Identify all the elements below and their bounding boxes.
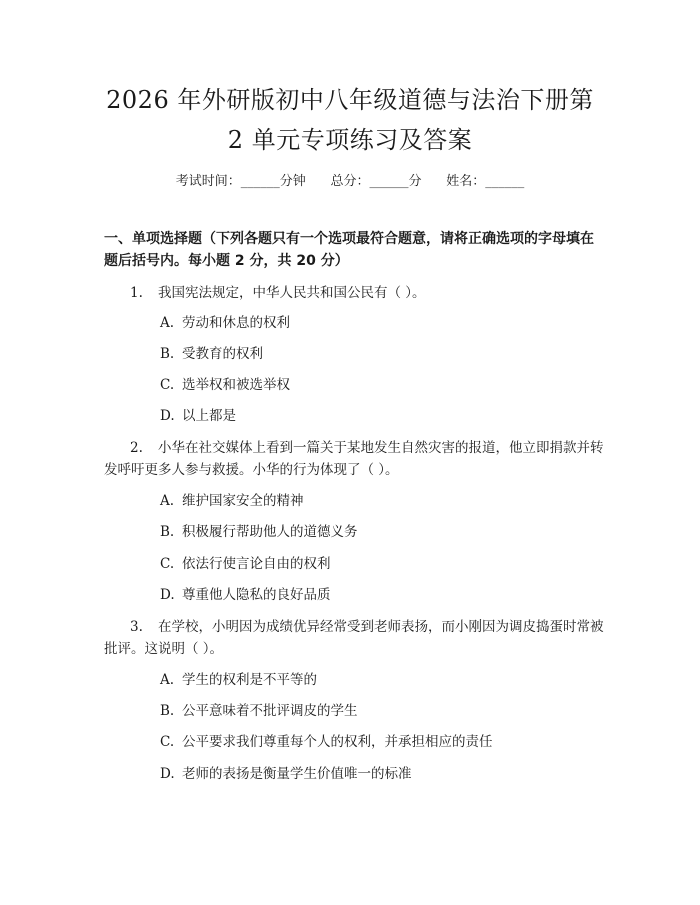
question-stem bbox=[104, 282, 604, 304]
document-title-line-2: 2 单元专项练习及答案 bbox=[227, 126, 473, 154]
option-text: 学生的权利是不平等的 bbox=[182, 672, 317, 688]
option-text: 以上都是 bbox=[182, 408, 236, 424]
question-option bbox=[160, 584, 600, 606]
option-text: 积极履行帮助他人的道德义务 bbox=[182, 524, 358, 540]
question-text: 在学校，小明因为成绩优异经常受到老师表扬，而小刚因为调皮捣蛋时常被批评。这说明（ ）。 bbox=[104, 619, 604, 657]
option-letter: C. bbox=[160, 377, 175, 393]
question-option bbox=[160, 374, 600, 396]
question-number: 3. bbox=[130, 619, 143, 635]
section-heading: 一、单项选择题（下列各题只有一个选项最符合题意，请将正确选项的字母填在题后括号内。每小题 2 分，共 20 分） bbox=[104, 231, 594, 269]
question-option bbox=[160, 700, 600, 722]
option-text: 尊重他人隐私的良好品质 bbox=[182, 587, 331, 603]
option-text: 公平要求我们尊重每个人的权利，并承担相应的责任 bbox=[182, 734, 493, 750]
question-option bbox=[160, 490, 600, 512]
option-text: 劳动和休息的权利 bbox=[182, 315, 290, 331]
option-letter: B. bbox=[160, 524, 175, 540]
question-option bbox=[160, 763, 600, 785]
option-text: 依法行使言论自由的权利 bbox=[182, 556, 331, 572]
option-letter: D. bbox=[160, 587, 175, 603]
question-text: 小华在社交媒体上看到一篇关于某地发生自然灾害的报道，他立即捐款并转发呼吁更多人参与救援。小华的行为体现了（ ）。 bbox=[104, 440, 604, 478]
option-letter: A. bbox=[160, 493, 175, 509]
question-option bbox=[160, 731, 600, 753]
option-letter: D. bbox=[160, 408, 175, 424]
option-letter: A. bbox=[160, 672, 175, 688]
option-text: 公平意味着不批评调皮的学生 bbox=[182, 703, 358, 719]
option-text: 受教育的权利 bbox=[182, 346, 263, 362]
option-text: 老师的表扬是衡量学生价值唯一的标准 bbox=[182, 766, 412, 782]
question-option bbox=[160, 312, 600, 334]
question-number: 2. bbox=[130, 440, 143, 456]
option-letter: B. bbox=[160, 703, 175, 719]
question-option bbox=[160, 521, 600, 543]
question-text: 我国宪法规定，中华人民共和国公民有（ ）。 bbox=[158, 285, 426, 301]
question-stem bbox=[104, 616, 604, 660]
option-letter: C. bbox=[160, 734, 175, 750]
option-letter: C. bbox=[160, 556, 175, 572]
question-option bbox=[160, 553, 600, 575]
question-stem bbox=[104, 437, 604, 481]
question-option bbox=[160, 669, 600, 691]
question-option bbox=[160, 343, 600, 365]
option-letter: B. bbox=[160, 346, 175, 362]
option-text: 维护国家安全的精神 bbox=[182, 493, 304, 509]
question-number: 1. bbox=[130, 285, 143, 301]
exam-meta-line: 考试时间：______分钟 总分：______分 姓名：______ bbox=[175, 174, 525, 189]
option-text: 选举权和被选举权 bbox=[182, 377, 290, 393]
document-title-line-1: 2026 年外研版初中八年级道德与法治下册第 bbox=[106, 86, 594, 114]
option-letter: D. bbox=[160, 766, 175, 782]
option-letter: A. bbox=[160, 315, 175, 331]
question-option bbox=[160, 405, 600, 427]
